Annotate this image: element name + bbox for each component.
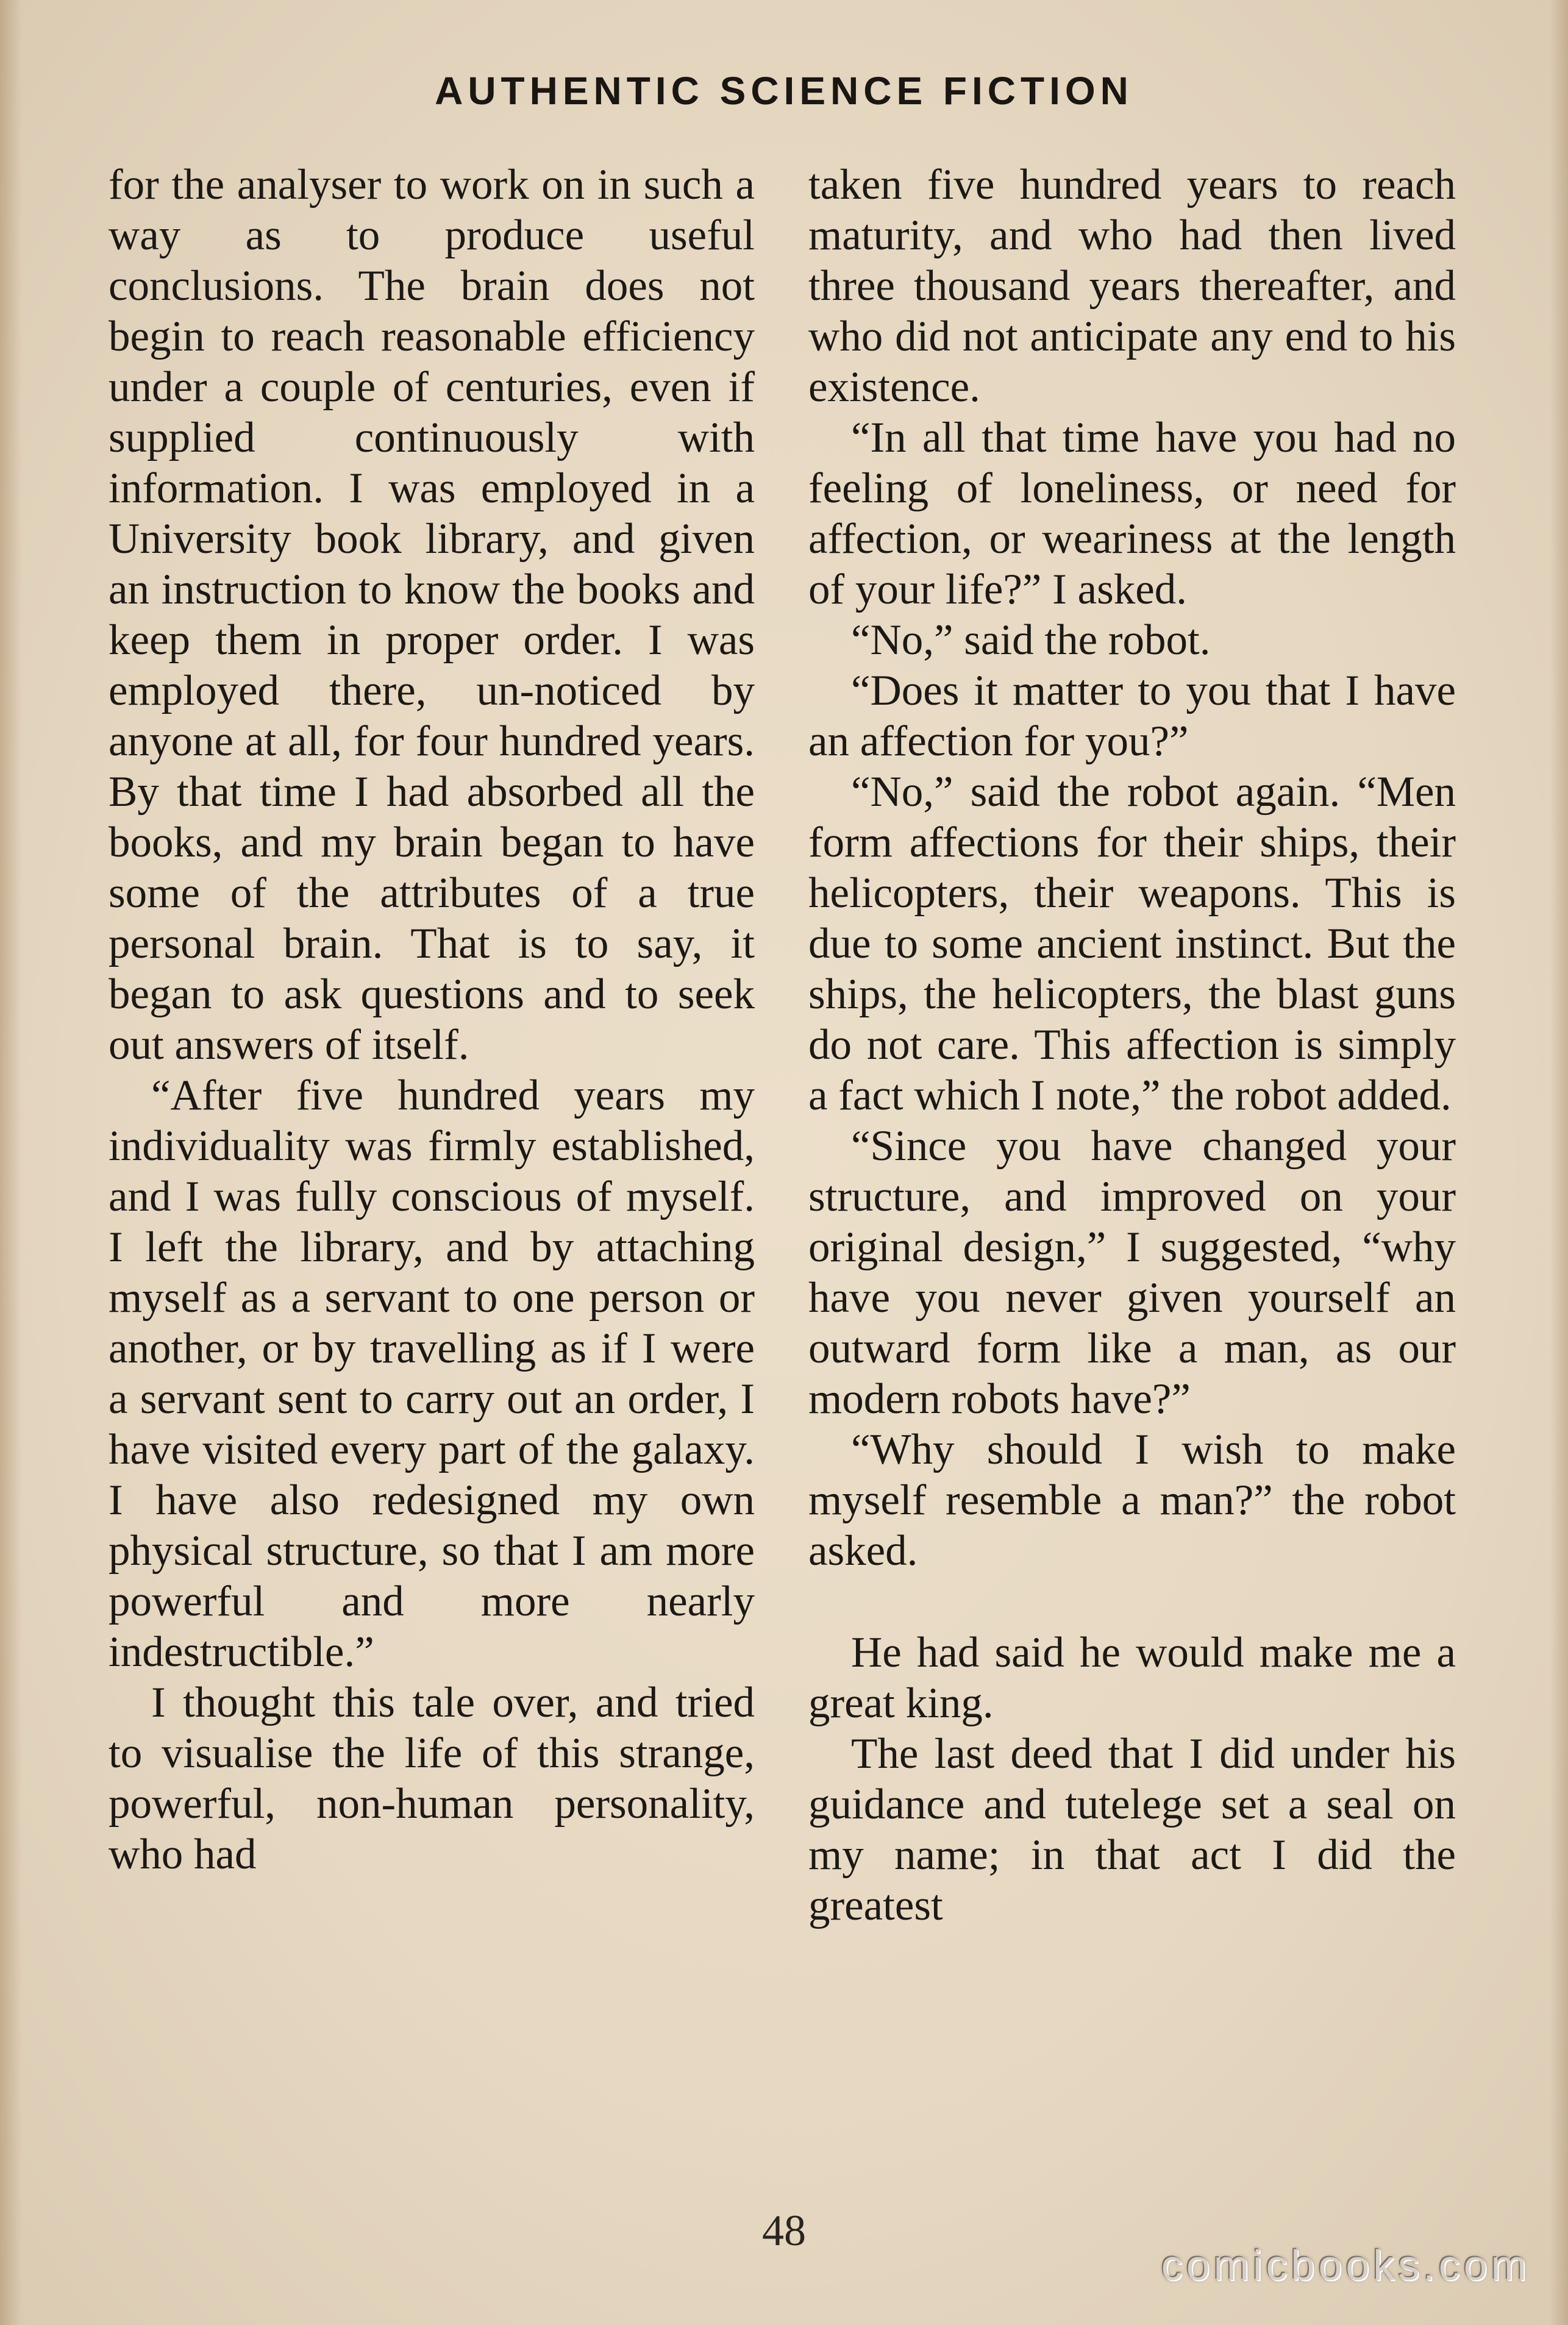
paragraph: “Why should I wish to make myself resemble a man?” the robot asked. [808,1426,1456,1575]
paragraph: “After five hundred years my individuality was firmly established, and I was fully conscious of myself. I left the library, and by attaching myself as a servant to one person or another, or by travelling as if I were a servant sent to carry out an order, I have visited every part of the galaxy. I have also redesigned my own physical structure, so that I am more powerful and more nearly indestructible.” [109,1072,755,1676]
paragraph: “No,” said the robot again. “Men form affections for their ships, their helicopters, their weapons. This is due to some ancient instinct. But the ships, the helicopters, the blast guns do not care. This affection is simply a fact which I note,” the robot added. [808,768,1456,1119]
paragraph: “Since you have changed your structure, and improved on your original design,” I suggested, “why have you never given yourself an outward form like a man, as our modern robots have?” [808,1122,1456,1423]
paragraph: The last deed that I did under his guidance and tutelege set a seal on my name; in that act I did the greatest [808,1730,1456,1929]
paragraph: taken five hundred years to reach maturity, and who had then lived three thousand years thereafter, and who did not anticipate any end to his existence. [808,161,1456,411]
paragraph: “Does it matter to you that I have an affection for you?” [808,667,1456,765]
paragraph-after-section-break: He had said he would make me a great king. [808,1629,1456,1727]
text-column-right [808,160,1456,1931]
text-column-left [109,160,755,1880]
site-watermark: comicbooks.com [1161,2241,1530,2289]
paragraph: I thought this tale over, and tried to visualise the life of this strange, powerful, non-human personality, who had [109,1679,755,1878]
page-edge-shadow-left [0,0,22,2325]
paragraph: for the analyser to work on in such a way as to produce useful conclusions. The brain does not begin to reach reasonable efficiency under a couple of centuries, even if supplied continuously with information. I was employed in a University book library, and given an instruction to know the books and keep them in proper order. I was employed there, un-noticed by anyone at all, for four hundred years. By that time I had absorbed all the books, and my brain began to have some of the attributes of a true personal brain. That is to say, it began to ask questions and to seek out answers of itself. [109,161,755,1069]
paragraph: “No,” said the robot. [851,616,1211,664]
paragraph: “In all that time have you had no feeling of loneliness, or need for affection, or weariness at the length of your life?” I asked. [808,414,1456,613]
running-head-title: AUTHENTIC SCIENCE FICTION [435,69,1133,113]
page-edge-shadow-right [1550,0,1568,2325]
page-number: 48 [762,2206,806,2255]
